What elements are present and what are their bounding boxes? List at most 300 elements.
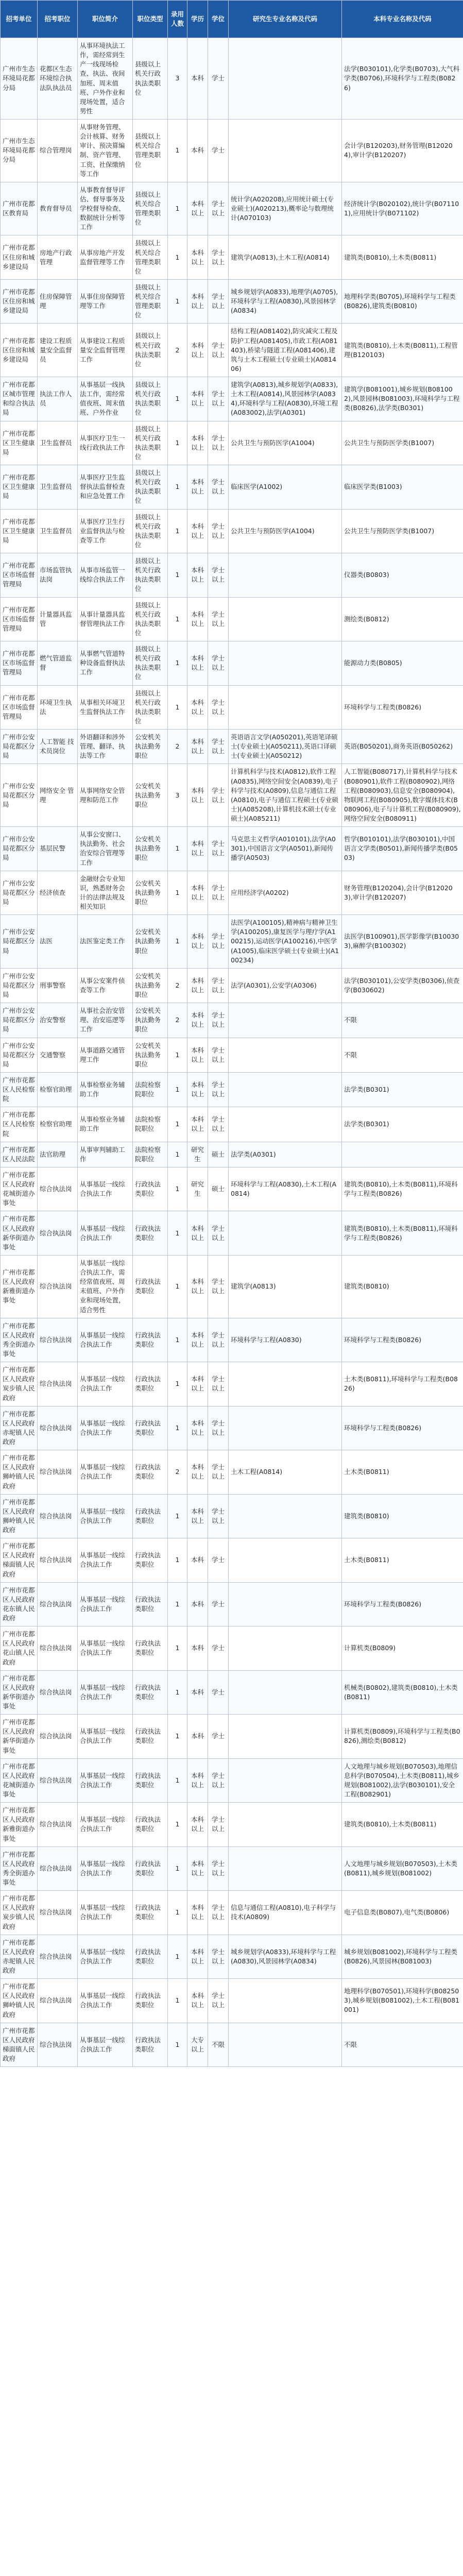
count-cell: 1 xyxy=(168,279,187,324)
unit-cell: 广州市花都区人民政府秀全街道办事处 xyxy=(1,1846,38,1891)
graduate-major-cell: 土木工程(A0814) xyxy=(229,1450,342,1495)
count-cell: 2 xyxy=(168,1450,187,1495)
degree-cell: 学士以上 xyxy=(208,1450,229,1495)
description-cell: 从事医疗卫生监督执法监督检查和应急处置工作 xyxy=(78,465,133,510)
description-cell: 从事检察业务辅助工作 xyxy=(78,1072,133,1107)
position-type-header: 职位类型 xyxy=(133,1,168,38)
unit-cell: 广州市花都区人民政府秀全街道办事处 xyxy=(1,1318,38,1362)
position-header: 招考职位 xyxy=(38,1,78,38)
description-cell: 从事基层一线综合执法工作 xyxy=(78,1582,133,1626)
count-cell: 2 xyxy=(168,730,187,764)
description-cell: 从事基层一线综合执法工作 xyxy=(78,1318,133,1362)
graduate-major-cell: 城乡规划学(A0833),环境科学与工程(A0830),风景园林学(A0834) xyxy=(229,1935,342,1979)
degree-cell: 学士以上 xyxy=(208,421,229,465)
degree-cell: 学士以上 xyxy=(208,730,229,764)
education-cell: 本科以上 xyxy=(187,509,208,553)
table-row xyxy=(1,1803,463,1847)
description-cell: 从事基层一线综合执法工作 xyxy=(78,1450,133,1495)
degree-cell: 学士以上 xyxy=(208,1107,229,1142)
unit-cell: 广州市花都区卫生健康局 xyxy=(1,509,38,553)
table-row xyxy=(1,1891,463,1935)
graduate-major-cell: 建筑学(A0813) xyxy=(229,1255,342,1318)
position-type-cell: 法院检察院职位 xyxy=(133,1107,168,1142)
unit-cell: 广州市生态环境局花都分局 xyxy=(1,120,38,182)
graduate-major-cell: 法学(A0301),公安学(A0306) xyxy=(229,968,342,1003)
graduate-major-cell: 建筑学(A0813),城乡规划学(A0833),土木工程(A0814),风景园林学(A0834),环境科学与工程(A0830),环境工程(A083002),法学(A0301) xyxy=(229,377,342,421)
position-cell: 综合执法岗 xyxy=(38,1362,78,1406)
position-type-cell: 行政执法类职位 xyxy=(133,1255,168,1318)
position-cell: 治安警察 xyxy=(38,1003,78,1038)
graduate-major-cell xyxy=(229,1107,342,1142)
unit-cell: 广州市花都区人民政府新华街道办事处 xyxy=(1,1715,38,1759)
count-cell: 1 xyxy=(168,465,187,510)
unit-cell: 广州市花都区住房和城乡建设局 xyxy=(1,235,38,280)
education-header: 学历 xyxy=(187,1,208,38)
table-row xyxy=(1,597,463,641)
unit-cell: 广州市花都区卫生健康局 xyxy=(1,421,38,465)
position-cell: 燃气管道监督 xyxy=(38,641,78,686)
degree-cell: 学士 xyxy=(208,1538,229,1583)
graduate-major-cell xyxy=(229,1494,342,1538)
position-cell: 刑事警察 xyxy=(38,968,78,1003)
position-cell: 检察官助理 xyxy=(38,1107,78,1142)
unit-cell: 广州市花都区人民政府梯面镇人民政府 xyxy=(1,1538,38,1583)
position-cell: 检察官助理 xyxy=(38,1072,78,1107)
position-cell: 卫生监督员 xyxy=(38,421,78,465)
unit-cell: 广州市花都区人民政府花山镇人民政府 xyxy=(1,1626,38,1671)
position-type-cell: 行政执法类职位 xyxy=(133,1318,168,1362)
count-cell: 1 xyxy=(168,1670,187,1715)
table-row xyxy=(1,182,463,235)
undergraduate-major-header: 本科专业名称及代码 xyxy=(342,1,463,38)
position-cell: 综合执法岗 xyxy=(38,1891,78,1935)
position-type-cell: 县级以上机关行政执法类职位 xyxy=(133,377,168,421)
description-cell: 从事基层一线综合执法工作 xyxy=(78,1758,133,1803)
table-row xyxy=(1,509,463,553)
position-type-cell: 行政执法类职位 xyxy=(133,1362,168,1406)
description-cell: 从事财务管理、会计核算、财务审计、预决算编制、资产管理、工资、社保缴纳等工作 xyxy=(78,120,133,182)
position-type-cell: 行政执法类职位 xyxy=(133,1582,168,1626)
degree-cell: 学士以上 xyxy=(208,1211,229,1256)
undergraduate-major-cell: 建筑学(B081001),城乡规划(B081002),风景园林(B081003),环境科学与工程类(B0826),法学类(B0301) xyxy=(342,377,463,421)
undergraduate-major-cell: 会计学(B120203),财务管理(B120204),审计学(B120207) xyxy=(342,120,463,182)
undergraduate-major-cell: 建筑类(B0810),土木类(B0811),环境科学与工程类(B0826) xyxy=(342,1211,463,1256)
table-row xyxy=(1,871,463,915)
count-cell: 2 xyxy=(168,968,187,1003)
education-cell: 本科以上 xyxy=(187,1255,208,1318)
position-cell: 网络安全 管理 xyxy=(38,764,78,827)
position-cell: 执法工作人员 xyxy=(38,377,78,421)
table-row xyxy=(1,1626,463,1671)
graduate-major-header: 研究生专业名称及代码 xyxy=(229,1,342,38)
position-type-cell: 行政执法类职位 xyxy=(133,1626,168,1671)
table-row xyxy=(1,685,463,730)
description-cell: 从事医疗卫生一线行政执法工作 xyxy=(78,421,133,465)
education-cell: 本科以上 xyxy=(187,1406,208,1450)
graduate-major-cell xyxy=(229,1715,342,1759)
table-row xyxy=(1,1142,463,1167)
count-cell: 3 xyxy=(168,38,187,120)
unit-cell: 广州市花都区人民政府狮岭镇人民政府 xyxy=(1,1450,38,1495)
count-cell: 1 xyxy=(168,641,187,686)
education-cell: 本科以上 xyxy=(187,1758,208,1803)
education-cell: 本科以上 xyxy=(187,915,208,969)
table-row xyxy=(1,1255,463,1318)
degree-cell: 学士 xyxy=(208,1715,229,1759)
table-row xyxy=(1,1107,463,1142)
graduate-major-cell xyxy=(229,1582,342,1626)
count-cell: 1 xyxy=(168,235,187,280)
degree-cell: 学士以上 xyxy=(208,871,229,915)
description-cell: 从事基层一线综合执法工作 xyxy=(78,1538,133,1583)
graduate-major-cell xyxy=(229,1670,342,1715)
description-cell: 从事检察业务辅助工作 xyxy=(78,1107,133,1142)
table-header-row xyxy=(1,1,463,38)
undergraduate-major-cell: 哲学(B010101),法学(B030101),中国语言文学类(B0501),新闻传播学类(B0503) xyxy=(342,827,463,871)
education-cell: 本科以上 xyxy=(187,1979,208,2023)
education-cell: 本科以上 xyxy=(187,871,208,915)
position-type-cell: 县级以上机关行政执法类职位 xyxy=(133,641,168,686)
position-type-cell: 行政执法类职位 xyxy=(133,1670,168,1715)
unit-cell: 广州市公安局花都区分局 xyxy=(1,968,38,1003)
table-row xyxy=(1,1582,463,1626)
graduate-major-cell: 英语语言文学(A050201),英语笔译硕士(专业硕士)(A050211),英语口译硕士(专业硕士)(A050212) xyxy=(229,730,342,764)
table-row xyxy=(1,1318,463,1362)
undergraduate-major-cell: 环境科学与工程类(B0826) xyxy=(342,1406,463,1450)
unit-cell: 广州市花都区人民政府赤坭镇人民政府 xyxy=(1,1406,38,1450)
position-type-cell: 公安机关执法勤务职位 xyxy=(133,968,168,1003)
undergraduate-major-cell: 环境科学与工程类(B0826) xyxy=(342,685,463,730)
table-row xyxy=(1,827,463,871)
degree-cell: 学士以上 xyxy=(208,509,229,553)
count-cell: 1 xyxy=(168,1715,187,1759)
description-cell: 从事基层一线综合执法工作 xyxy=(78,1167,133,1211)
description-cell: 从事基层一线综合执法工作 xyxy=(78,1891,133,1935)
graduate-major-cell: 计算机科学与技术(A0812),软件工程(A0835),网络空间安全(A0839),电子科学与技术(A0809),信息与通信工程(A0810),电子与通信工程硕士(专业硕士)(A085208),计算机技术硕士(专业硕士)(A085211) xyxy=(229,764,342,827)
unit-cell: 广州市花都区人民政府花东镇人民政府 xyxy=(1,1582,38,1626)
education-cell: 本科 xyxy=(187,120,208,182)
description-cell: 从事教育督导评估、督导事务及学校督导检查、数据统计分析等工作 xyxy=(78,182,133,235)
position-type-cell: 行政执法类职位 xyxy=(133,1494,168,1538)
education-cell: 本科以上 xyxy=(187,1494,208,1538)
graduate-major-cell: 建筑学(A0813),土木工程(A0814) xyxy=(229,235,342,280)
education-cell: 本科以上 xyxy=(187,279,208,324)
count-cell: 1 xyxy=(168,685,187,730)
position-cell: 经济侦查 xyxy=(38,871,78,915)
description-cell: 从事基层一线综合执法工作 xyxy=(78,1211,133,1256)
position-cell: 综合管理岗 xyxy=(38,120,78,182)
table-row xyxy=(1,641,463,686)
position-cell: 房地产行政管理 xyxy=(38,235,78,280)
undergraduate-major-cell: 财务管理(B120204),会计学(B120203),审计学(B120207) xyxy=(342,871,463,915)
education-cell: 本科以上 xyxy=(187,1003,208,1038)
degree-cell: 学士以上 xyxy=(208,1803,229,1847)
degree-cell: 学士以上 xyxy=(208,465,229,510)
table-row xyxy=(1,377,463,421)
table-row xyxy=(1,324,463,377)
position-cell: 建设工程质量安全监督员 xyxy=(38,324,78,377)
graduate-major-cell xyxy=(229,641,342,686)
degree-cell: 学士 xyxy=(208,1626,229,1671)
education-cell: 本科以上 xyxy=(187,1362,208,1406)
position-type-cell: 行政执法类职位 xyxy=(133,1935,168,1979)
education-cell: 本科以上 xyxy=(187,1891,208,1935)
table-row xyxy=(1,1670,463,1715)
undergraduate-major-cell: 法学(B030101),化学类(B0703),大气科学类(B0706),环境科学与工程类(B0826) xyxy=(342,38,463,120)
undergraduate-major-cell: 法学类(B0301) xyxy=(342,1072,463,1107)
count-cell: 1 xyxy=(168,827,187,871)
unit-cell: 广州市公安局花都区分局 xyxy=(1,1038,38,1072)
undergraduate-major-cell: 人工智能(B080717),计算机科学与技术(B080901),软件工程(B080902),网络工程(B080903),信息安全(B080904),物联网工程(B080905),数字媒体技术(B080906),电子与计算机工程(B080909),网络空间安全(B080911) xyxy=(342,764,463,827)
count-cell: 1 xyxy=(168,1538,187,1583)
graduate-major-cell xyxy=(229,1758,342,1803)
unit-cell: 广州市花都区人民法院 xyxy=(1,1142,38,1167)
count-cell: 1 xyxy=(168,871,187,915)
undergraduate-major-cell: 测绘类(B0812) xyxy=(342,597,463,641)
position-cell: 综合执法岗 xyxy=(38,1803,78,1847)
unit-cell: 广州市公安局花都区分局 xyxy=(1,1003,38,1038)
graduate-major-cell: 临床医学(A1002) xyxy=(229,465,342,510)
table-row xyxy=(1,1211,463,1256)
degree-cell: 学士以上 xyxy=(208,1072,229,1107)
unit-cell: 广州市花都区市场监督管理局 xyxy=(1,641,38,686)
unit-cell: 广州市公安局花都区分局 xyxy=(1,915,38,969)
graduate-major-cell xyxy=(229,1362,342,1406)
graduate-major-cell xyxy=(229,1038,342,1072)
position-type-cell: 法院检察院职位 xyxy=(133,1142,168,1167)
description-cell: 从事网络安全管理和防范工作 xyxy=(78,764,133,827)
education-cell: 本科以上 xyxy=(187,764,208,827)
count-cell: 1 xyxy=(168,1979,187,2023)
education-cell: 本科以上 xyxy=(187,1211,208,1256)
education-cell: 本科以上 xyxy=(187,968,208,1003)
degree-cell: 学士以上 xyxy=(208,827,229,871)
degree-cell: 学士 xyxy=(208,1670,229,1715)
position-type-cell: 县级以上机关行政执法类职位 xyxy=(133,324,168,377)
table-row xyxy=(1,1846,463,1891)
undergraduate-major-cell: 人文地理与城乡规划(B070503),土木类(B0811),城乡规划(B081002) xyxy=(342,1846,463,1891)
position-cell: 市场监管执法岗 xyxy=(38,553,78,598)
degree-cell: 学士以上 xyxy=(208,1891,229,1935)
table-row xyxy=(1,553,463,598)
unit-cell: 广州市花都区人民政府新华街道办事处 xyxy=(1,1670,38,1715)
position-type-cell: 行政执法类职位 xyxy=(133,1891,168,1935)
description-cell: 外语翻译和涉外管理、翻译、执法等工作 xyxy=(78,730,133,764)
education-cell: 本科以上 xyxy=(187,1803,208,1847)
undergraduate-major-cell: 土木类(B0811) xyxy=(342,1450,463,1495)
graduate-major-cell: 环境科学与工程(A0830),土木工程(A0814) xyxy=(229,1167,342,1211)
position-cell: 计量器具监管 xyxy=(38,597,78,641)
table-row xyxy=(1,915,463,969)
education-cell: 本科以上 xyxy=(187,1072,208,1107)
graduate-major-cell xyxy=(229,38,342,120)
position-type-cell: 公安机关执法勤务职位 xyxy=(133,827,168,871)
education-cell: 本科以上 xyxy=(187,377,208,421)
graduate-major-cell: 应用经济学(A0202) xyxy=(229,871,342,915)
position-type-cell: 行政执法类职位 xyxy=(133,1846,168,1891)
description-cell: 法医鉴定类工作 xyxy=(78,915,133,969)
position-type-cell: 县级以上机关行政执法类职位 xyxy=(133,421,168,465)
description-cell: 从事基层一线综合执法工作 xyxy=(78,1846,133,1891)
degree-cell: 学士以上 xyxy=(208,1038,229,1072)
count-cell: 1 xyxy=(168,1582,187,1626)
position-cell: 综合执法岗 xyxy=(38,1846,78,1891)
table-row xyxy=(1,279,463,324)
education-cell: 本科以上 xyxy=(187,324,208,377)
degree-cell: 学士以上 xyxy=(208,235,229,280)
position-type-cell: 县级以上机关综合管理类职位 xyxy=(133,182,168,235)
position-type-cell: 行政执法类职位 xyxy=(133,1211,168,1256)
unit-cell: 广州市花都区人民政府狮岭镇人民政府 xyxy=(1,1494,38,1538)
degree-cell: 学士以上 xyxy=(208,279,229,324)
undergraduate-major-cell: 公共卫生与预防医学类(B1007) xyxy=(342,421,463,465)
position-type-cell: 公安机关执法勤务职位 xyxy=(133,871,168,915)
education-cell: 本科以上 xyxy=(187,182,208,235)
description-cell: 从事环境执法工作，需经常到生产一线现场检查、执法、夜间加班、周末值班、户外作业和现场处置，适合男性 xyxy=(78,38,133,120)
graduate-major-cell: 信息与通信工程(A0810),电子科学与技术(A0809) xyxy=(229,1891,342,1935)
position-cell: 综合执法岗 xyxy=(38,2023,78,2067)
description-cell: 金融财会专业知识，熟悉财务会计的法律法规及相关知识 xyxy=(78,871,133,915)
degree-cell: 学士以上 xyxy=(208,182,229,235)
education-cell: 本科 xyxy=(187,1715,208,1759)
degree-cell: 学士 xyxy=(208,38,229,120)
unit-cell: 广州市生态环境局花都分局 xyxy=(1,38,38,120)
degree-cell: 学士以上 xyxy=(208,1494,229,1538)
position-type-cell: 行政执法类职位 xyxy=(133,1538,168,1583)
count-cell: 1 xyxy=(168,1362,187,1406)
position-cell: 人工智能 技术员岗位 xyxy=(38,730,78,764)
count-cell: 1 xyxy=(168,1142,187,1167)
position-type-cell: 县级以上机关综合管理类职位 xyxy=(133,120,168,182)
education-cell: 本科以上 xyxy=(187,1318,208,1362)
unit-cell: 广州市花都区人民政府炭步镇人民政府 xyxy=(1,1362,38,1406)
count-cell: 1 xyxy=(168,421,187,465)
count-cell: 1 xyxy=(168,1758,187,1803)
degree-cell: 学士以上 xyxy=(208,1846,229,1891)
unit-cell: 广州市公安局花都区分局 xyxy=(1,871,38,915)
degree-cell: 学士以上 xyxy=(208,915,229,969)
degree-cell: 学士以上 xyxy=(208,1979,229,2023)
description-cell: 从事基层一线综合执法工作 xyxy=(78,1803,133,1847)
count-cell: 1 xyxy=(168,2023,187,2067)
position-type-cell: 行政执法类职位 xyxy=(133,1758,168,1803)
degree-cell: 学士以上 xyxy=(208,1318,229,1362)
table-row xyxy=(1,1494,463,1538)
table-row xyxy=(1,1538,463,1583)
count-cell: 1 xyxy=(168,1038,187,1072)
unit-cell: 广州市花都区人民政府赤坭镇人民政府 xyxy=(1,1935,38,1979)
unit-cell: 广州市花都区人民检察院 xyxy=(1,1107,38,1142)
table-row xyxy=(1,1362,463,1406)
education-cell: 本科以上 xyxy=(187,685,208,730)
undergraduate-major-cell: 土木类(B0811) xyxy=(342,1538,463,1583)
table-row xyxy=(1,120,463,182)
position-cell: 法官助理 xyxy=(38,1142,78,1167)
count-header: 录用人数 xyxy=(168,1,187,38)
position-cell: 卫生监督员 xyxy=(38,509,78,553)
graduate-major-cell xyxy=(229,1803,342,1847)
position-type-cell: 法院检察院职位 xyxy=(133,1072,168,1107)
position-type-cell: 公安机关执法勤务职位 xyxy=(133,1038,168,1072)
count-cell: 1 xyxy=(168,1167,187,1211)
count-cell: 1 xyxy=(168,1255,187,1318)
position-type-cell: 县级以上机关行政执法类职位 xyxy=(133,509,168,553)
degree-cell: 学士 xyxy=(208,120,229,182)
table-row xyxy=(1,1038,463,1072)
education-cell: 大专以上 xyxy=(187,2023,208,2067)
unit-cell: 广州市花都区卫生健康局 xyxy=(1,465,38,510)
undergraduate-major-cell xyxy=(342,1142,463,1167)
education-cell: 本科 xyxy=(187,1670,208,1715)
position-type-cell: 行政执法类职位 xyxy=(133,1979,168,2023)
description-cell: 从事基层一线综合执法工作 xyxy=(78,2023,133,2067)
undergraduate-major-cell: 不限 xyxy=(342,2023,463,2067)
graduate-major-cell xyxy=(229,2023,342,2067)
graduate-major-cell: 城乡规划学(A0833),地理学(A0705),环境科学与工程(A0830),风景园林学(A0834) xyxy=(229,279,342,324)
unit-header: 招考单位 xyxy=(1,1,38,38)
description-cell: 从事道路交通管理工作 xyxy=(78,1038,133,1072)
graduate-major-cell: 环境科学与工程(A0830) xyxy=(229,1318,342,1362)
graduate-major-cell xyxy=(229,597,342,641)
graduate-major-cell xyxy=(229,1211,342,1256)
description-cell: 从事社会治安管理、治安巡逻等工作 xyxy=(78,1003,133,1038)
undergraduate-major-cell: 经济统计学(B020102),统计学(B071101),应用统计学(B071102) xyxy=(342,182,463,235)
degree-cell: 学士以上 xyxy=(208,377,229,421)
unit-cell: 广州市花都区人民政府新雅街道办事处 xyxy=(1,1255,38,1318)
education-cell: 本科以上 xyxy=(187,235,208,280)
position-cell: 综合执法岗 xyxy=(38,1538,78,1583)
undergraduate-major-cell: 临床医学类(B1003) xyxy=(342,465,463,510)
graduate-major-cell xyxy=(229,1406,342,1450)
undergraduate-major-cell: 法学(B030101),公安学类(B0306),侦查学(B030602) xyxy=(342,968,463,1003)
count-cell: 1 xyxy=(168,1803,187,1847)
degree-cell: 学士以上 xyxy=(208,764,229,827)
education-cell: 本科以上 xyxy=(187,1846,208,1891)
undergraduate-major-cell: 人文地理与城乡规划(B070503),地理信息科学(B070504),土木类(B0811),城乡规划(B081002),法学(B030101),安全工程(B082901) xyxy=(342,1758,463,1803)
unit-cell: 广州市花都区人民政府花城街道办事处 xyxy=(1,1167,38,1211)
undergraduate-major-cell: 公共卫生与预防医学类(B1007) xyxy=(342,509,463,553)
count-cell: 1 xyxy=(168,1626,187,1671)
description-cell: 从事基层一线综合执法工作 xyxy=(78,1935,133,1979)
description-cell: 从事房地产开发监督管理等工作 xyxy=(78,235,133,280)
position-cell: 基层民警 xyxy=(38,827,78,871)
table-row xyxy=(1,421,463,465)
table-row xyxy=(1,968,463,1003)
position-cell: 综合执法岗 xyxy=(38,1626,78,1671)
unit-cell: 广州市花都区人民政府狮岭镇人民政府 xyxy=(1,1979,38,2023)
description-cell: 从事燃气管道特种设备监督执法工作 xyxy=(78,641,133,686)
graduate-major-cell xyxy=(229,120,342,182)
education-cell: 本科以上 xyxy=(187,1107,208,1142)
table-row xyxy=(1,1003,463,1038)
undergraduate-major-cell: 不限 xyxy=(342,1038,463,1072)
description-cell: 从事基层一线综合执法工作 xyxy=(78,1362,133,1406)
graduate-major-cell xyxy=(229,1846,342,1891)
table-row xyxy=(1,2023,463,2067)
position-type-cell: 行政执法类职位 xyxy=(133,1803,168,1847)
unit-cell: 广州市花都区市场监督管理局 xyxy=(1,553,38,598)
position-cell: 综合执法岗 xyxy=(38,1406,78,1450)
undergraduate-major-cell: 能源动力类(B0805) xyxy=(342,641,463,686)
undergraduate-major-cell: 建筑类(B0810),土木类(B0811),工程管理(B120103) xyxy=(342,324,463,377)
table-row xyxy=(1,1979,463,2023)
undergraduate-major-cell: 电子信息类(B0807),电气类(B0806) xyxy=(342,1891,463,1935)
unit-cell: 广州市花都区市场监督管理局 xyxy=(1,597,38,641)
table-row xyxy=(1,1935,463,1979)
position-cell: 综合执法岗 xyxy=(38,1670,78,1715)
degree-cell: 学士以上 xyxy=(208,641,229,686)
undergraduate-major-cell: 环境科学与工程类(B0826) xyxy=(342,1582,463,1626)
